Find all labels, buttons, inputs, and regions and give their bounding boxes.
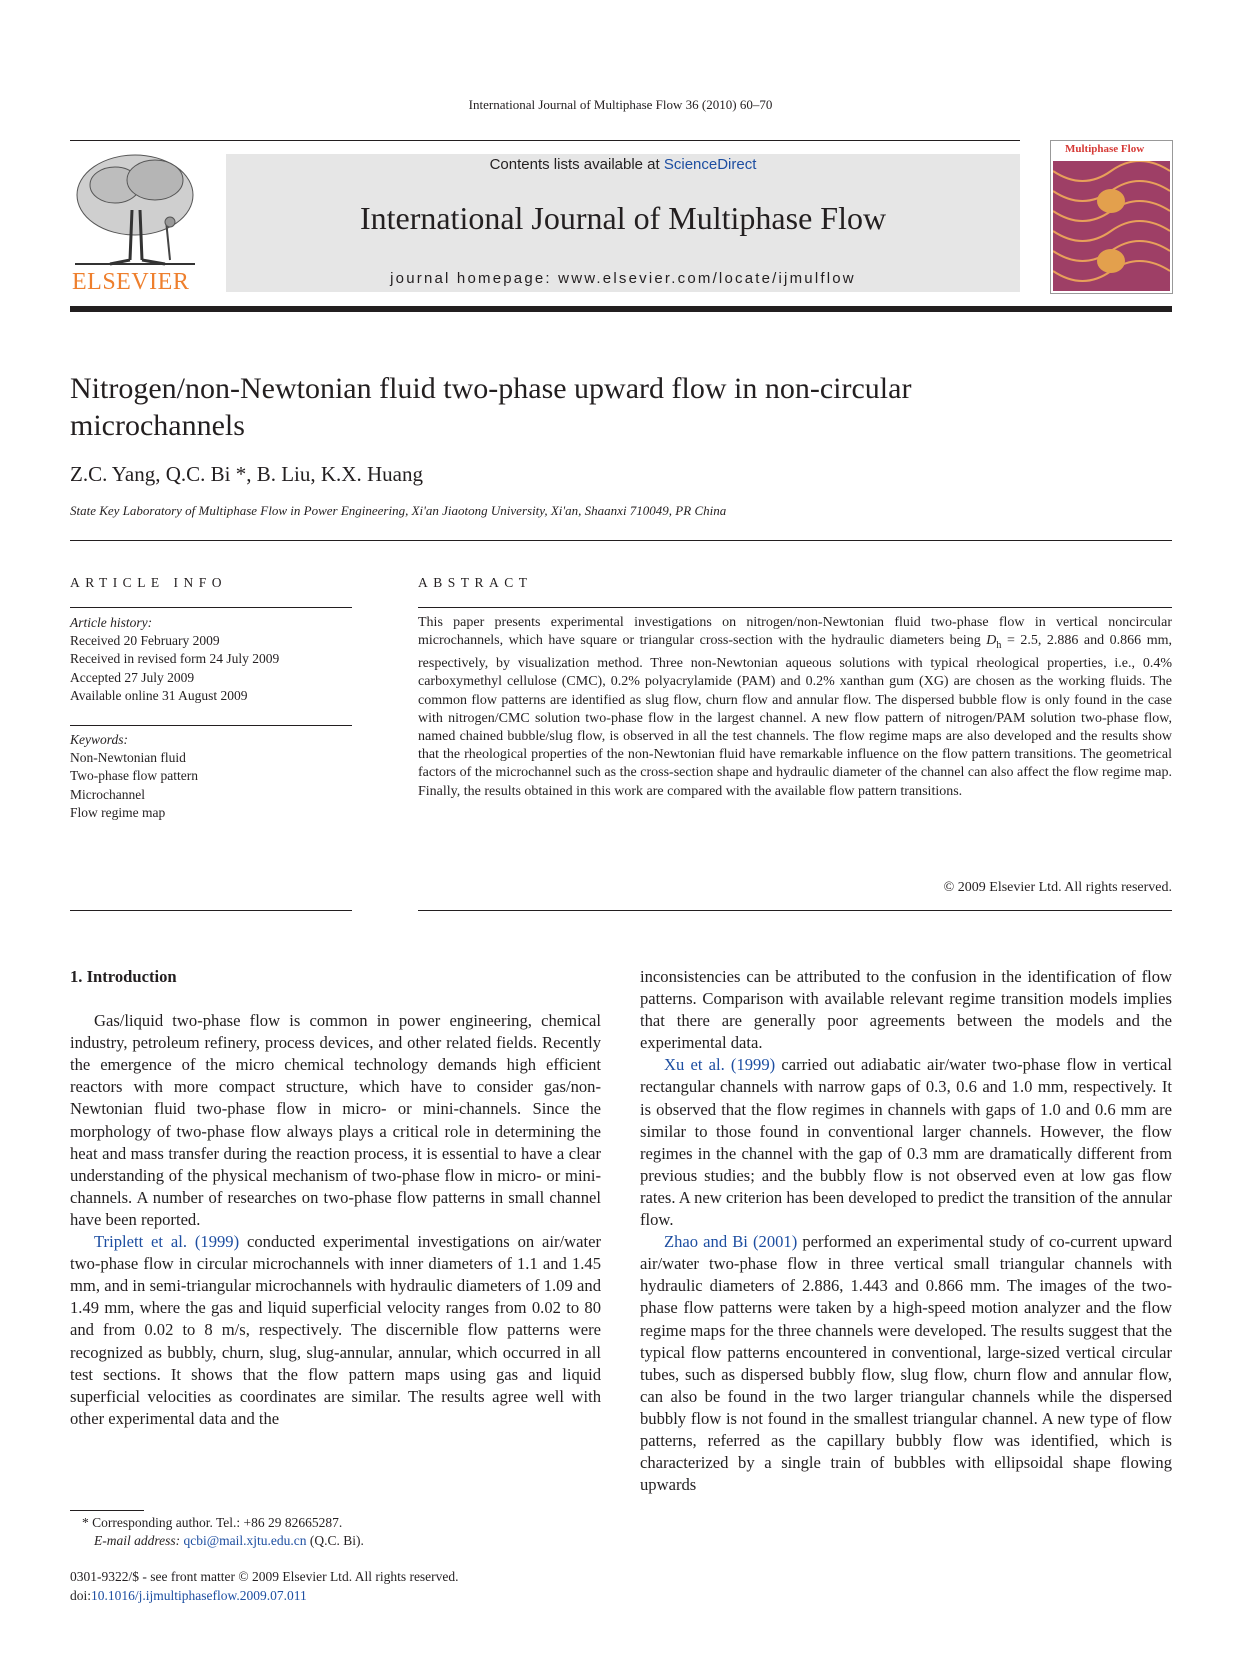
abstract-bottom-rule <box>418 910 1172 911</box>
elsevier-logo <box>70 150 200 296</box>
title-divider <box>70 540 1172 541</box>
issn-block <box>70 1568 670 1605</box>
article-info-bottom-rule <box>70 910 352 911</box>
abstract-heading: ABSTRACT <box>418 575 533 590</box>
contents-line <box>226 156 1020 173</box>
header-rule <box>70 140 1020 141</box>
abstract-text <box>418 614 1172 801</box>
paragraph-text: performed an experimental study of co-current upward air/water two-phase flow in three vertical small triangular channels with hydraulic diameters of 2.886, 1.443 and 0.866 mm. The images of the two-phase flow patterns were taken by a high-speed motion analyzer and the flow regime maps for the three channels were developed. The results suggest that the typical flow patterns encountered in conventional, large-sized vertical circular tubes, such as dispersed bubbly flow, slug flow, churn flow and annular flow, can also be found in the two larger triangular channels while the dispersed bubbly flow is not found in the smallest triangular channel. A new type of flow patterns, referred as the capillary bubbly flow was identified, which is characterized by a single train of bubbles with ellipsoidal shape flowing upwards <box>640 1232 1172 1495</box>
email-label: E-mail address: <box>94 1533 184 1549</box>
body-column-right <box>640 966 1172 1496</box>
paragraph <box>640 1231 1172 1496</box>
paragraph <box>640 1054 1172 1231</box>
footnote-rule <box>70 1510 144 1511</box>
paragraph: inconsistencies can be attributed to the confusion in the identification of flow patterns. Comparison with available relevant regime transition models implies that there are generally poor agreements between the models and the experimental data. <box>640 967 1172 1053</box>
corresponding-author: * Corresponding author. Tel.: +86 29 82665287. <box>82 1515 343 1530</box>
email-link[interactable]: qcbi@mail.xjtu.edu.cn <box>183 1533 307 1549</box>
keyword-item: Non-Newtonian fluid <box>70 750 186 766</box>
affiliation: State Key Laboratory of Multiphase Flow in Power Engineering, Xi'an Jiaotong University, Xi'an, Shaanxi 710049, PR China <box>70 503 727 518</box>
doi-prefix: doi: <box>70 1587 92 1603</box>
keyword-item: Flow regime map <box>70 804 166 820</box>
footnote <box>70 1514 601 1550</box>
cover-artwork <box>1053 161 1170 291</box>
tree-icon <box>70 150 200 268</box>
section-heading: 1. Introduction <box>70 967 177 986</box>
cover-title: Multiphase Flow <box>1065 143 1145 155</box>
citation-link[interactable]: Xu et al. (1999) <box>664 1055 776 1075</box>
paragraph-text: conducted experimental investigations on air/water two-phase flow in circular microchannels with inner diameters of 1.1 and 1.45 mm, and in semi-triangular microchannels with hydraulic diameters of 1.09 and 1.49 mm, where the gas and liquid superficial velocity ranges from 0.02 to 80 and from 0.02 to 8 m/s, respectively. The discernible flow patterns were recognized as bubbly, churn, slug, slug-annular, annular, which occurred in all test sections. It shows that the flow pattern maps using gas and liquid superficial velocities as coordinates are similar. The results agree well with other experimental data and the <box>70 1232 601 1428</box>
history-item: Received in revised form 24 July 2009 <box>70 651 280 667</box>
journal-name: International Journal of Multiphase Flow <box>359 200 887 236</box>
author-list: Z.C. Yang, Q.C. Bi *, B. Liu, K.X. Huang <box>70 462 423 486</box>
doi-link[interactable]: 10.1016/j.ijmultiphaseflow.2009.07.011 <box>91 1587 307 1603</box>
email-line <box>70 1532 601 1550</box>
paragraph: Gas/liquid two-phase flow is common in power engineering, chemical industry, petroleum refinery, process devices, and other related fields. Recently the emergence of the micro chemical technology demands high efficient reactors with more compact structure, which have to consider gas/non-Newtonian fluid two-phase flow in micro- or mini-channels. Since the morphology of two-phase flow always plays a critical role in determining the heat and mass transfer during the reaction process, it is essential to have a clear understanding of the physical mechanism of two-phase flow in micro- or mini-channels. A number of researches on two-phase flow patterns in small channel have been reported. <box>70 1011 601 1229</box>
journal-homepage[interactable]: journal homepage: www.elsevier.com/locate/ijmulflow <box>390 270 856 287</box>
journal-banner <box>226 154 1020 292</box>
doi-line <box>70 1587 670 1606</box>
body-column-left <box>70 966 601 1430</box>
contents-prefix: Contents lists available at <box>489 156 664 173</box>
history-item: Received 20 February 2009 <box>70 633 220 649</box>
keyword-item: Two-phase flow pattern <box>70 768 199 784</box>
article-title: Nitrogen/non-Newtonian fluid two-phase upward flow in non-circular microchannels <box>70 372 912 442</box>
sciencedirect-link[interactable]: ScienceDirect <box>663 156 757 173</box>
email-suffix: (Q.C. Bi). <box>306 1533 364 1549</box>
dh-subscript: h <box>996 640 1002 651</box>
citation-link[interactable]: Zhao and Bi (2001) <box>664 1232 798 1252</box>
history-label: Article history: <box>70 615 153 630</box>
keyword-item: Microchannel <box>70 786 145 802</box>
article-info-heading: ARTICLE INFO <box>70 575 228 590</box>
abstract-rule <box>418 607 1172 608</box>
paragraph <box>70 1231 601 1430</box>
abstract-copyright: © 2009 Elsevier Ltd. All rights reserved. <box>943 880 1172 895</box>
keywords <box>70 731 352 822</box>
header-divider <box>70 306 1172 312</box>
keywords-label: Keywords: <box>70 732 128 747</box>
history-item: Accepted 27 July 2009 <box>70 669 195 685</box>
article-history <box>70 614 352 705</box>
dh-symbol: D <box>986 633 997 649</box>
article-info-rule <box>70 607 352 608</box>
abstract-part: = 2.5, 2.886 and 0.866 mm, respectively, by visualization method. Three non-Newtonian aqueous solutions with typical rheological properties, i.e., 0.4% carboxymethyl cellulose (CMC), 0.2% polyacrylamide (PAM) and 0.2% xanthan gum (XG) are chosen as the working fluids. The common flow patterns are identified as slug flow, churn flow and annular flow. The dispersed bubble flow is only found in the case with nitrogen/CMC solution two-phase flow in the largest channel. A new flow pattern of nitrogen/PAM solution two-phase flow, named chained bubble/slug flow, is observed in all the test channels. The flow regime maps are also developed and the results show that the rheological properties of the non-Newtonian fluid have remarkable influence on the flow pattern transitions. The geometrical factors of the microchannel such as the cross-section shape and hydraulic diameter of the channel can also affect the flow regime map. Finally, the results obtained in this work are compared with the available flow pattern transitions. <box>418 633 1172 799</box>
journal-citation: International Journal of Multiphase Flow 36 (2010) 60–70 <box>468 97 773 112</box>
paragraph-text: carried out adiabatic air/water two-phase flow in vertical rectangular channels with narrow gaps of 0.3, 0.6 and 1.0 mm, respectively. It is observed that the flow regimes in channels with gaps of 1.0 and 0.6 mm are similar to those found in conventional larger channels. However, the flow regimes in the channel with the gap of 0.3 mm are dramatically different from previous studies; and the bubbly flow is not observed even at low gas flow rates. A new criterion has been developed to predict the transition of the annular flow. <box>640 1055 1172 1230</box>
journal-cover-image <box>1050 140 1173 294</box>
issn-line: 0301-9322/$ - see front matter © 2009 Elsevier Ltd. All rights reserved. <box>70 1569 459 1584</box>
history-rule <box>70 725 352 726</box>
history-item: Available online 31 August 2009 <box>70 687 248 703</box>
elsevier-wordmark: ELSEVIER <box>72 269 190 295</box>
abstract-part: This paper presents experimental investigations on nitrogen/non-Newtonian fluid two-phase flow in vertical noncircular microchannels, which have square or triangular cross-section with the hydraulic diameters being <box>418 615 1172 649</box>
citation-link[interactable]: Triplett et al. (1999) <box>94 1232 240 1252</box>
